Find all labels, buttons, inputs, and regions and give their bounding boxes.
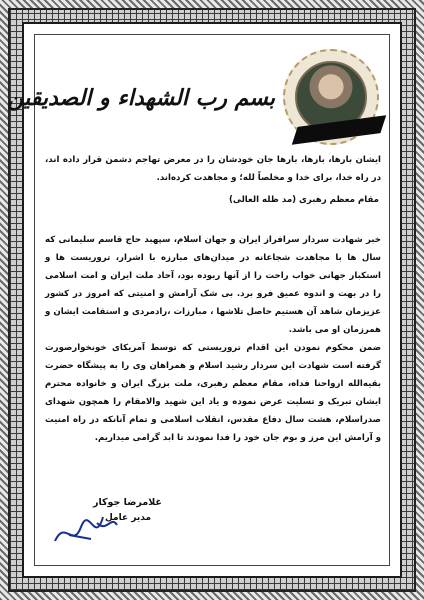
quote-source: مقام معظم رهبری (مد ظله العالی) <box>228 195 379 205</box>
signatory-title: مدیر عامل <box>105 513 152 523</box>
signatory-name: غلامرضا جوکار <box>93 497 162 508</box>
handwritten-signature <box>51 505 121 555</box>
news-paragraph-2: ضمن محکوم نمودن این اقدام تروریستی که توسط آمریکای خونخوارصورت گرفته است شهادت این سردار رشید اسلام و همراهان وی را به پیشگاه حضرت بقیه‌الله ارواحنا فداه، مقام معظم رهبری، ملت بزرگ ایران و خانواده محترم ایشان تبریک و تسلیت عرض نموده و یاد این شهید والامقام را همچون شهدای صدراسلام، هشت سال دفاع مقدس، انقلاب اسلامی و تمام آنانکه در راه امنیت و آرامش این مرز و بوم جان خود را فدا نمودند تا ابد گرامی میداریم. <box>45 343 381 443</box>
leader-quote: ایشان بارها، بارها، بارها جان خودشان را در معرض تهاجم دشمن قرار داده اند، در راه خدا، برای خدا و مخلصاً لله؛ و مجاهدت کرده‌اند. <box>45 155 381 183</box>
news-paragraph-1: خبر شهادت سردار سرافراز ایران و جهان اسلام، سپهبد حاج قاسم سلیمانی که سال ها با مجاهدت شجاعانه در میدان‌های مبارزه با اشرار، تروریست ها و استکبار جهانی خواب راحت را از آنها ربوده بود، آحاد ملت ایران و امت اسلامی را در بهت و اندوه عمیق فرو برد. بی شک آرامش و امنیتی که امروز در کشور عزیزمان شاهد آن هستیم حاصل تلاشها ، مبارزات ،رادمردی و استقامت ایشان و همرزمان او می باشد. <box>45 235 381 335</box>
portrait-medallion <box>283 49 379 145</box>
header-calligraphy: بسم رب الشهداء و الصدیقین <box>7 85 275 111</box>
news-body <box>45 231 381 447</box>
announcement-sheet <box>7 34 390 566</box>
